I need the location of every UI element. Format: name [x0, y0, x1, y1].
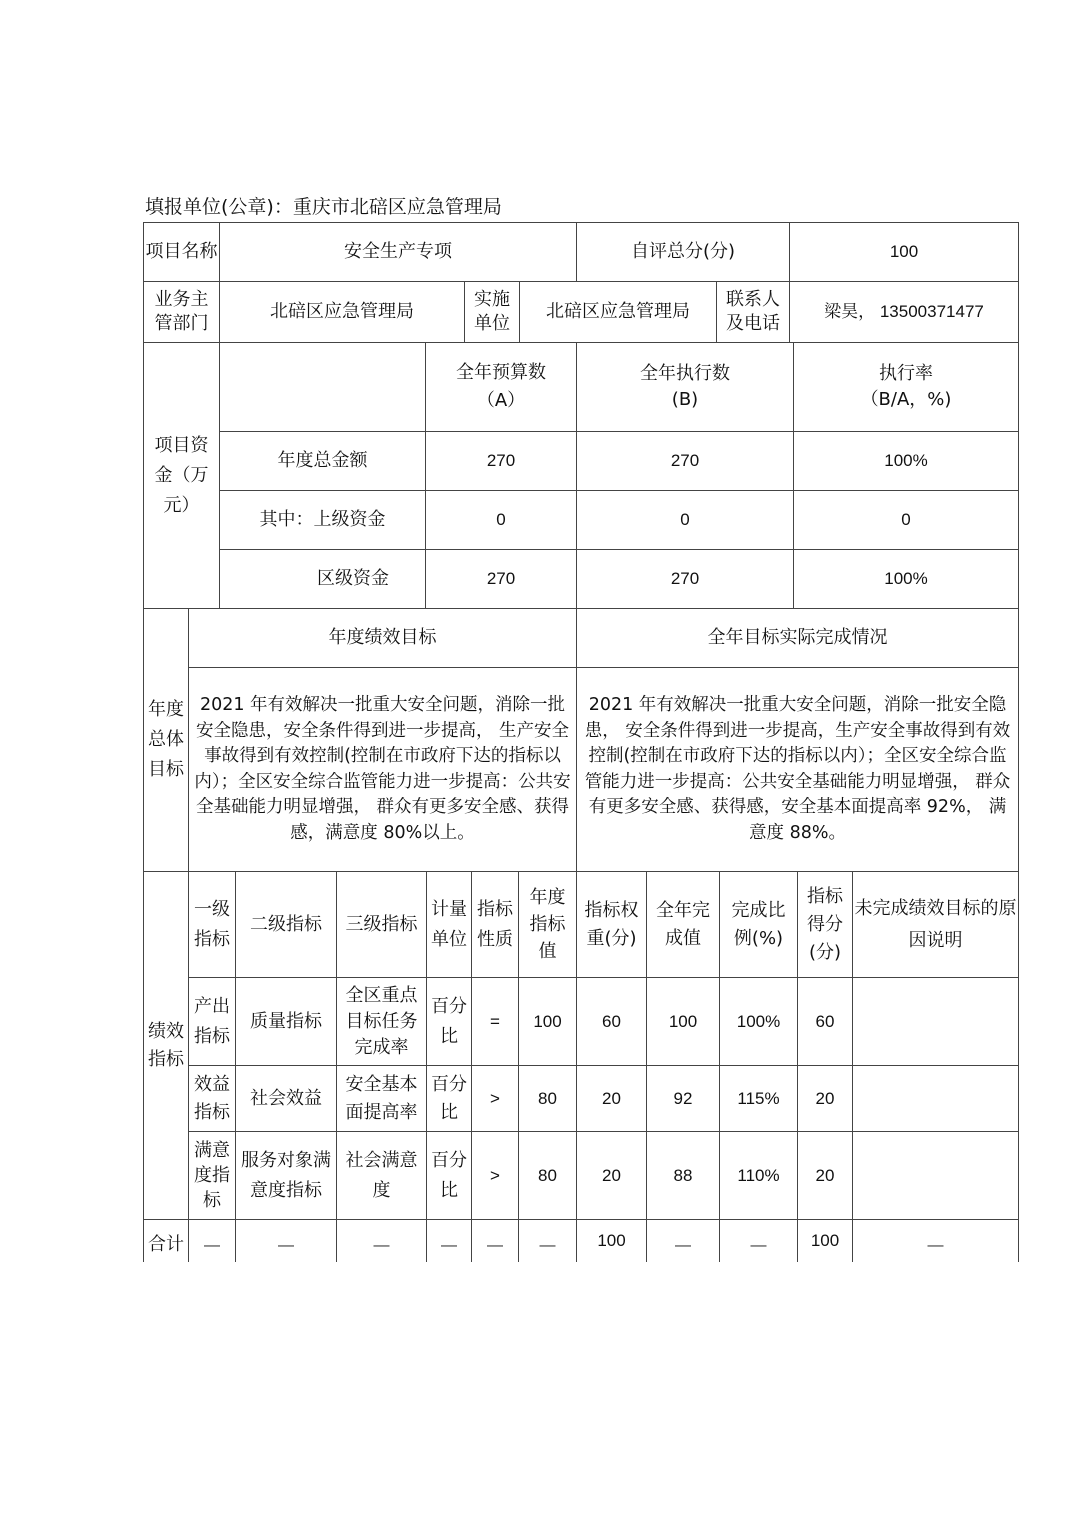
header-unit: 计量单位 [431, 898, 467, 950]
reporting-unit: 填报单位(公章)：重庆市北碚区应急管理局 [145, 196, 502, 218]
row-unit: 百分比 [431, 1149, 467, 1201]
score-value: 100 [889, 242, 919, 261]
funds-row-exec: 0 [680, 510, 690, 529]
funds-row-budget: 270 [486, 569, 516, 588]
row-level1: 效益指标 [194, 1073, 230, 1123]
row-level3: 社会满意度 [345, 1149, 418, 1201]
funds-row-rate: 100% [884, 451, 928, 470]
row-weight: 60 [602, 1011, 621, 1031]
total-dash: — [750, 1237, 767, 1254]
row-target: 100 [533, 1011, 562, 1031]
total-weight: 100 [597, 1231, 626, 1250]
header-level3: 三级指标 [345, 913, 418, 935]
row-reason [853, 978, 1018, 1065]
row-reason [853, 1066, 1018, 1131]
row-actual: 100 [668, 1011, 698, 1031]
total-label: 合计 [148, 1234, 184, 1255]
funds-row-label: 区级资金 [317, 568, 389, 589]
row-level1: 产出指标 [194, 995, 230, 1047]
funds-row-exec: 270 [670, 569, 700, 588]
dept-value: 北碚区应急管理局 [270, 301, 414, 322]
row-ratio: 110% [737, 1165, 780, 1185]
row-actual: 88 [673, 1165, 693, 1185]
header-nature: 指标性质 [477, 898, 513, 950]
row-score: 60 [815, 1011, 835, 1031]
funds-col-exec: 全年执行数(B) [640, 363, 730, 410]
total-dash: — [487, 1237, 503, 1254]
project-name-label: 项目名称 [145, 241, 218, 262]
row-unit: 百分比 [431, 1073, 467, 1123]
indicators-section-label: 绩效指标 [148, 1020, 184, 1070]
goals-col-actual: 全年目标实际完成情况 [707, 627, 888, 648]
total-dash: — [373, 1237, 390, 1254]
score-label: 自评总分(分) [630, 241, 736, 262]
header-ratio: 完成比例(%) [731, 899, 786, 949]
contact-label: 联系人及电话 [726, 289, 780, 334]
row-weight: 20 [602, 1165, 621, 1185]
funds-row-budget: 0 [496, 510, 506, 529]
dept-label: 业务主管部门 [154, 289, 209, 334]
total-dash: — [441, 1237, 457, 1254]
total-dash: — [675, 1237, 691, 1254]
row-level3: 全区重点目标任务完成率 [345, 984, 418, 1058]
row-level3: 安全基本面提高率 [345, 1073, 418, 1123]
funds-row-label: 年度总金额 [277, 450, 368, 471]
funds-row-budget: 270 [486, 451, 516, 470]
row-level2: 质量指标 [250, 1010, 322, 1032]
funds-row-rate: 0 [901, 510, 911, 529]
header-level1: 一级指标 [194, 898, 230, 950]
row-score: 20 [815, 1165, 835, 1185]
contact-value: 梁昊， 13500371477 [824, 302, 984, 321]
funds-row-exec: 270 [670, 451, 700, 470]
total-dash: — [204, 1237, 220, 1254]
total-dash: — [278, 1237, 294, 1254]
goals-col-target: 年度绩效目标 [328, 627, 437, 648]
row-target: 80 [538, 1165, 557, 1185]
row-nature: = [490, 1011, 500, 1031]
total-dash: — [539, 1237, 556, 1254]
funds-col-budget: 全年预算数（A） [456, 362, 546, 411]
row-level2: 服务对象满意度指标 [241, 1149, 331, 1201]
row-level1: 满意度指标 [194, 1140, 230, 1211]
goals-actual-text: 2021 年有效解决一批重大安全问题，消除一批安全隐患， 安全条件得到进一步提高，生产安全事故得到有效控制(控制在市政府下达的指标以内）；全区安全综合监管能力进一步提高：公共安全基础能力明显增强， 群众有更多安全感、获得感，安全基本面提高率 92%， 满意度 88%。 [584, 695, 1011, 843]
row-ratio: 100% [736, 1011, 781, 1031]
header-reason: 未完成绩效目标的原因说明 [854, 897, 1017, 951]
row-reason [853, 1132, 1018, 1219]
project-name-value: 安全生产专项 [344, 241, 452, 262]
row-actual: 92 [673, 1088, 693, 1108]
goals-target-text: 2021 年有效解决一批重大安全问题，消除一批安全隐患，安全条件得到进一步提高， 生产安全事故得到有效控制(控制在市政府下达的指标以内）；全区安全综合监管能力进一步提高：公共安全基础能力明显增强， 群众有更多安全感、获得感，满意度 80%以上。 [194, 695, 571, 843]
row-nature: > [490, 1165, 500, 1185]
row-nature: > [490, 1088, 500, 1108]
funds-col-rate: 执行率（B/A，%) [860, 363, 952, 410]
header-actual: 全年完成值 [656, 899, 710, 949]
row-unit: 百分比 [431, 995, 467, 1047]
header-target: 年度指标值 [529, 887, 566, 962]
header-level2: 二级指标 [250, 913, 322, 935]
impl-value: 北碚区应急管理局 [546, 301, 690, 322]
goals-section-label: 年度总体目标 [148, 699, 184, 780]
row-weight: 20 [602, 1088, 621, 1108]
funds-row-rate: 100% [884, 569, 928, 588]
row-level2: 社会效益 [250, 1087, 322, 1109]
row-score: 20 [815, 1088, 835, 1108]
funds-row-label: 其中：上级资金 [259, 509, 386, 530]
header-weight: 指标权重(分) [584, 899, 639, 949]
funds-section-label: 项目资金（万元） [154, 434, 209, 516]
row-ratio: 115% [737, 1088, 780, 1108]
header-score: 指标得分(分) [807, 885, 843, 963]
total-dash: — [927, 1237, 944, 1254]
impl-label: 实施单位 [474, 289, 510, 334]
row-target: 80 [538, 1088, 557, 1108]
total-score: 100 [810, 1231, 840, 1250]
